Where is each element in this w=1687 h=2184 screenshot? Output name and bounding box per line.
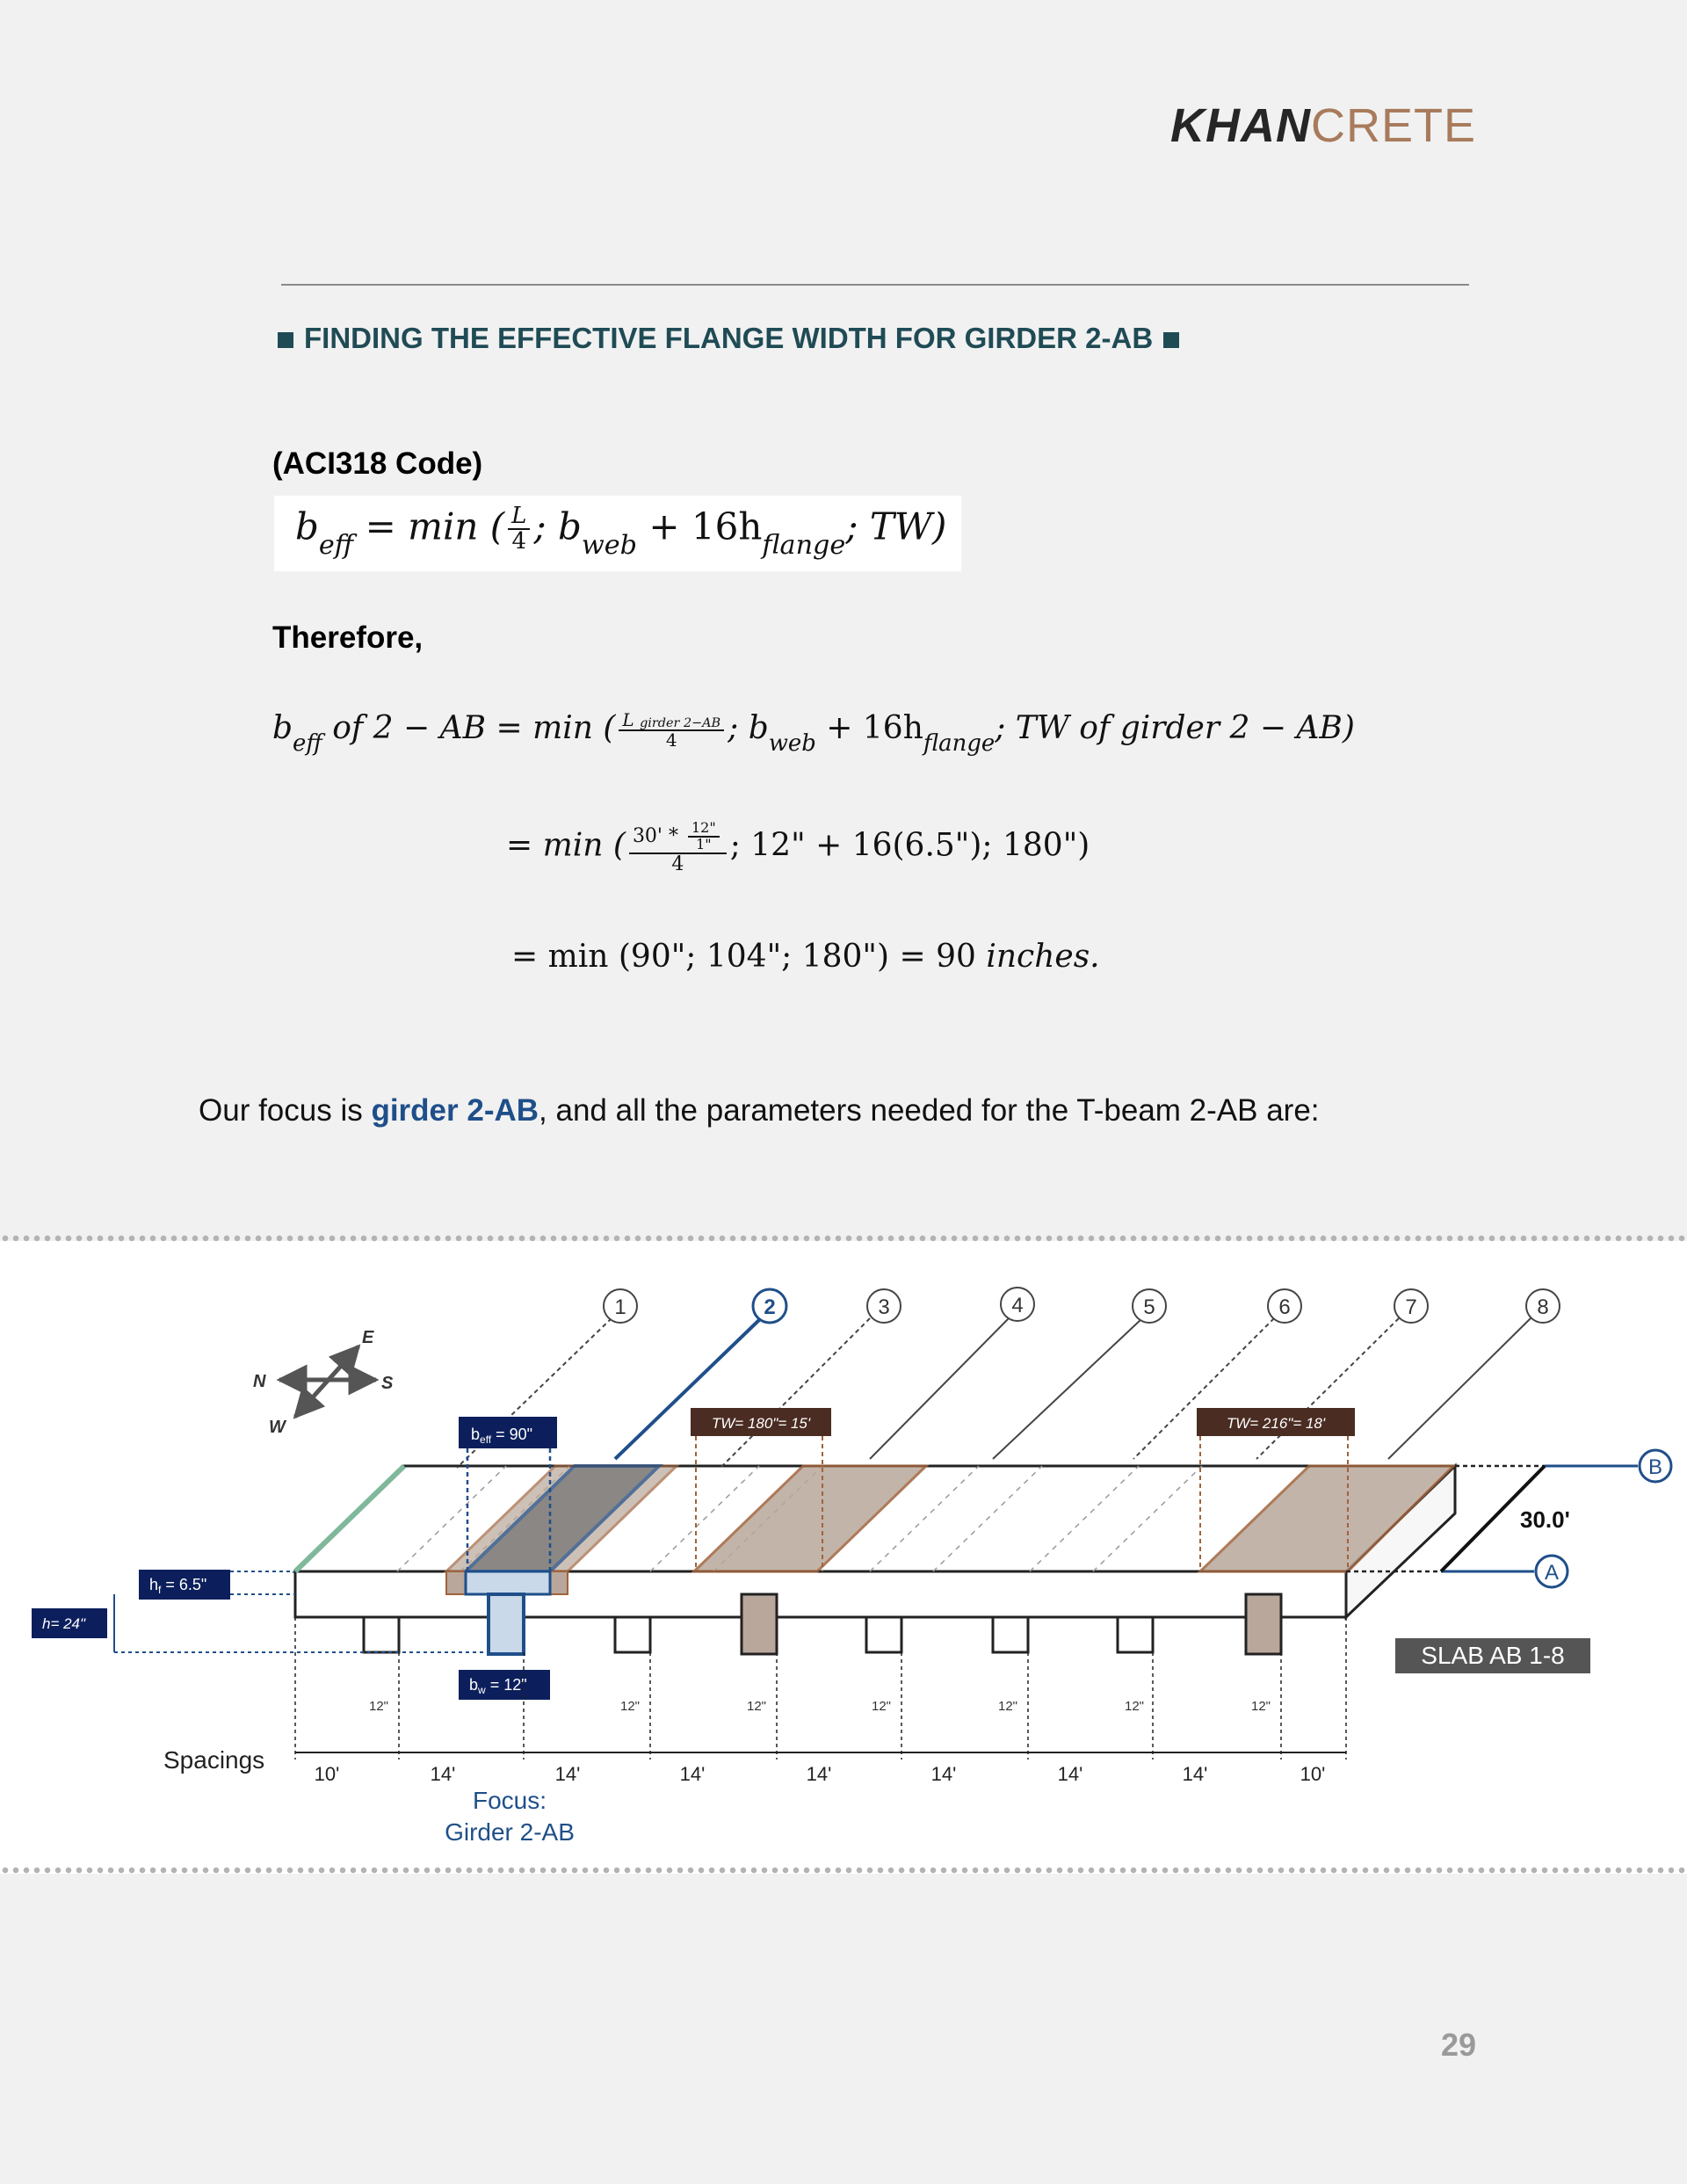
code-label: (ACI318 Code) <box>272 446 483 481</box>
line1-eff: eff <box>293 730 322 758</box>
gridline-2-leader <box>615 1318 761 1459</box>
brand-logo-light: CRETE <box>1310 99 1476 152</box>
girder-7-web <box>1246 1594 1281 1654</box>
web-width-label: 12" <box>747 1699 767 1714</box>
web-width-label: 12" <box>1125 1699 1145 1714</box>
diagram-panel <box>0 1241 1687 1874</box>
gridline-label-1: 1 <box>614 1295 626 1319</box>
line1-four: 4 <box>619 729 724 750</box>
line1-of: of 2 − AB = min ( <box>332 710 616 746</box>
line2-four: 4 <box>629 853 727 874</box>
line2-in-num: 12" <box>691 819 716 836</box>
compass-n: N <box>253 1372 266 1391</box>
diagram-border-bottom <box>0 1864 1687 1876</box>
girder-3-web <box>742 1594 777 1654</box>
hf-label: $h_f = 6.5$" <box>149 1576 207 1596</box>
gridline-label-3: 3 <box>878 1295 890 1319</box>
spacings-title: Spacings <box>163 1746 265 1774</box>
web-width-label: 12" <box>998 1699 1018 1714</box>
focus-highlight: girder 2-AB <box>371 1093 539 1128</box>
spacing-value: 14' <box>430 1763 456 1785</box>
formula-eff: eff <box>318 529 354 561</box>
spacing-values <box>315 1763 1326 1785</box>
aci-formula <box>295 503 947 561</box>
gridline-leaders <box>457 1317 1531 1468</box>
tw1-label: TW= 180"= 15' <box>711 1415 811 1432</box>
line3-values: = min (90"; 104"; 180") = 90 <box>511 939 987 975</box>
section-heading <box>276 322 1462 355</box>
web-width-label: 12" <box>369 1699 389 1714</box>
derivation-line-3 <box>511 939 1100 975</box>
axis-b-label: B <box>1647 1455 1663 1479</box>
line1-tail: ; TW of girder 2 − AB) <box>995 710 1355 746</box>
line3-unit: inches. <box>986 939 1100 975</box>
spacing-value: 10' <box>314 1763 340 1785</box>
focus-suffix: , and all the parameters needed for the T-beam 2-AB are: <box>539 1093 1320 1128</box>
formula-web: web <box>581 529 637 561</box>
line1-L: L <box>622 708 634 730</box>
line1-bweb: ; b <box>728 710 769 746</box>
derivation-line-1 <box>272 708 1355 758</box>
spacing-value: 14' <box>930 1763 957 1785</box>
compass <box>253 1328 394 1437</box>
gridline-label-4: 4 <box>1011 1294 1024 1317</box>
line1-numerator <box>619 708 724 731</box>
line2-in-den: 1" <box>688 836 720 853</box>
focus-sentence <box>199 1093 1320 1128</box>
bullet-square-icon <box>278 332 293 348</box>
gridline-bubbles <box>604 1288 1560 1323</box>
focus-caption-line2: Girder 2-AB <box>445 1818 575 1846</box>
focus-caption-line1: Focus: <box>472 1787 547 1814</box>
page-number: 29 <box>1440 2027 1476 2063</box>
spacing-value: 10' <box>1300 1763 1326 1785</box>
compass-w: W <box>269 1418 286 1437</box>
bw-label: $b_w = 12$" <box>469 1676 527 1696</box>
slab-diagram <box>0 1241 1687 1874</box>
section-heading-text: FINDING THE EFFECTIVE FLANGE WIDTH FOR GIRDER 2-AB <box>304 322 1154 354</box>
gridline-label-2: 2 <box>764 1295 776 1319</box>
header-divider <box>281 284 1469 286</box>
diagram-border-top <box>0 1232 1687 1244</box>
line2-30ft: 30' * <box>632 824 678 847</box>
bullet-square-icon <box>1163 332 1179 348</box>
compass-e: E <box>362 1328 374 1347</box>
compass-s: S <box>381 1374 394 1393</box>
spacing-value: 14' <box>679 1763 706 1785</box>
formula-b: b <box>295 504 319 548</box>
line2-tail: ; 12" + 16(6.5"); 180") <box>729 827 1090 864</box>
line1-16h: + 16h <box>826 710 923 746</box>
beff-label: $b_{eff} = 90$" <box>471 1426 533 1446</box>
formula-16h: + 16h <box>648 504 763 548</box>
formula-tw: ; TW) <box>845 504 947 548</box>
focus-prefix: Our focus is <box>199 1093 372 1128</box>
span-label: 30.0' <box>1520 1506 1570 1533</box>
spacing-value: 14' <box>1182 1763 1208 1785</box>
beff-edge <box>466 1571 550 1594</box>
spacing-value: 14' <box>806 1763 832 1785</box>
formula-L: L <box>511 503 527 529</box>
line1-flange: flange <box>923 730 996 758</box>
web-width-label: 12" <box>620 1699 641 1714</box>
therefore-label: Therefore, <box>272 620 424 655</box>
line1-girder: girder 2−AB <box>640 716 721 731</box>
formula-four: 4 <box>508 528 530 554</box>
axis-a-label: A <box>1544 1561 1560 1585</box>
slab-label: SLAB AB 1-8 <box>1421 1642 1565 1669</box>
formula-bweb: b <box>557 504 582 548</box>
web-width-labels <box>369 1699 1271 1714</box>
gridline-label-7: 7 <box>1405 1295 1417 1319</box>
spacing-value: 14' <box>554 1763 581 1785</box>
formula-min: = min ( <box>365 504 505 548</box>
web-width-label: 12" <box>1251 1699 1271 1714</box>
line1-b: b <box>272 710 293 746</box>
brand-logo-bold: KHAN <box>1169 99 1311 152</box>
gridline-label-8: 8 <box>1537 1295 1549 1319</box>
brand-logo <box>1142 98 1476 153</box>
derivation-line-2 <box>506 821 1090 874</box>
girder-2-web <box>489 1594 524 1654</box>
line2-numerator <box>629 821 727 853</box>
formula-flange: flange <box>762 529 846 561</box>
gridline-label-6: 6 <box>1278 1295 1291 1319</box>
tw2-label: TW= 216"= 18' <box>1226 1415 1326 1432</box>
gridline-label-5: 5 <box>1143 1295 1155 1319</box>
line1-web: web <box>768 730 816 758</box>
web-width-label: 12" <box>872 1699 892 1714</box>
spacing-value: 14' <box>1057 1763 1083 1785</box>
spacing-guides <box>295 1617 1346 1760</box>
formula-sep: ; <box>533 504 547 548</box>
h-label: h= 24" <box>42 1615 86 1632</box>
line2-min: = min ( <box>506 827 626 864</box>
